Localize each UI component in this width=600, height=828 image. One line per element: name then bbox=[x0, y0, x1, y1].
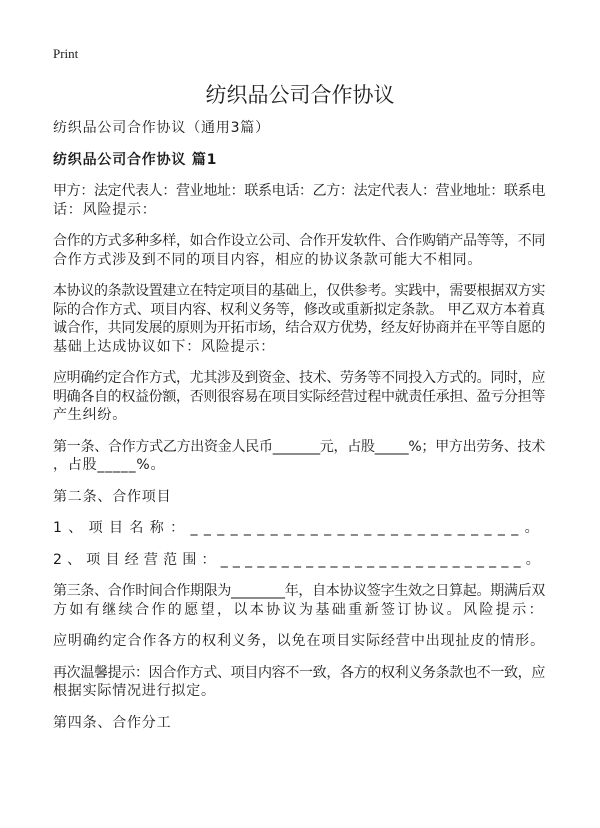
paragraph bbox=[53, 232, 553, 269]
text-line: 第四条、合作分工 bbox=[53, 714, 172, 731]
paragraph bbox=[53, 519, 553, 538]
text-line: 应明确约定合作各方的权利义务，以免在项目实际经营中出现扯皮的情形。 bbox=[53, 633, 545, 649]
paragraph bbox=[53, 438, 553, 475]
paragraph bbox=[53, 551, 553, 570]
text-line: 话：风险提示： bbox=[53, 201, 157, 218]
text-line: 1、项目名称：_________________________。 bbox=[53, 520, 545, 536]
print-link[interactable]: Print bbox=[53, 46, 79, 61]
section-heading bbox=[53, 151, 553, 170]
text-line: 甲方：法定代表人：营业地址：联系电话：乙方：法定代表人：营业地址：联系电 bbox=[53, 183, 545, 199]
text-line: 根据实际情况进行拟定。 bbox=[53, 683, 216, 699]
text-line: 诚合作，共同发展的原则为开拓市场，结合双方优势，经友好协商并在平等自愿的 bbox=[53, 320, 545, 336]
text-line: 本协议的条款设置建立在特定项目的基础上，仅供参考。实践中，需要根据双方实 bbox=[53, 283, 545, 299]
text-line: 合作的方式多种多样，如合作设立公司、合作开发软件、合作购销产品等等，不同 bbox=[53, 233, 545, 249]
paragraph bbox=[53, 632, 553, 651]
text-line: 际的合作方式、项目内容、权利义务等，修改或重新拟定条款。 甲乙双方本着真 bbox=[53, 301, 545, 318]
text-line: 产生纠纷。 bbox=[53, 407, 127, 423]
text-line: 纺织品公司合作协议（通用3篇） bbox=[53, 120, 270, 136]
text-line: 第三条、合作时间合作期限为________年，自本协议签字生效之日算起。期满后双 bbox=[53, 583, 545, 599]
text-line: 再次温馨提示：因合作方式、项目内容不一致，各方的权利义务条款也不一致，应 bbox=[53, 664, 545, 681]
text-line: 明确各自的权益份额，否则很容易在项目实际经营过程中就责任承担、盈亏分担等 bbox=[53, 388, 545, 405]
paragraph bbox=[53, 282, 553, 356]
paragraph bbox=[53, 664, 553, 701]
text-line: 2、项目经营范围：_________________________。 bbox=[53, 551, 545, 568]
paragraph bbox=[53, 369, 553, 425]
paragraph bbox=[53, 582, 553, 619]
paragraph bbox=[53, 488, 553, 507]
text-line: 纺织品公司合作协议 篇1 bbox=[53, 151, 218, 168]
text-line: 应明确约定合作方式，尤其涉及到资金、技术、劳务等不同投入方式的。同时，应 bbox=[53, 370, 545, 386]
text-line: 合作方式涉及到不同的项目内容，相应的协议条款可能大不相同。 bbox=[53, 251, 483, 268]
paragraph bbox=[53, 119, 553, 138]
text-line: 方如有继续合作的愿望，以本协议为基础重新签订协议。风险提示： bbox=[53, 601, 545, 618]
text-line: 第二条、合作项目 bbox=[53, 488, 172, 505]
text-line: 基础上达成协议如下：风险提示： bbox=[53, 338, 275, 355]
document-body bbox=[53, 119, 553, 745]
paragraph bbox=[53, 714, 553, 733]
document-title: 纺织品公司合作协议 bbox=[205, 83, 395, 107]
text-line: ，占股_____%。 bbox=[53, 457, 166, 473]
paragraph bbox=[53, 182, 553, 219]
text-line: 第一条、合作方式乙方出资金人民币_______元，占股_____%；甲方出劳务、技术 bbox=[53, 438, 545, 455]
